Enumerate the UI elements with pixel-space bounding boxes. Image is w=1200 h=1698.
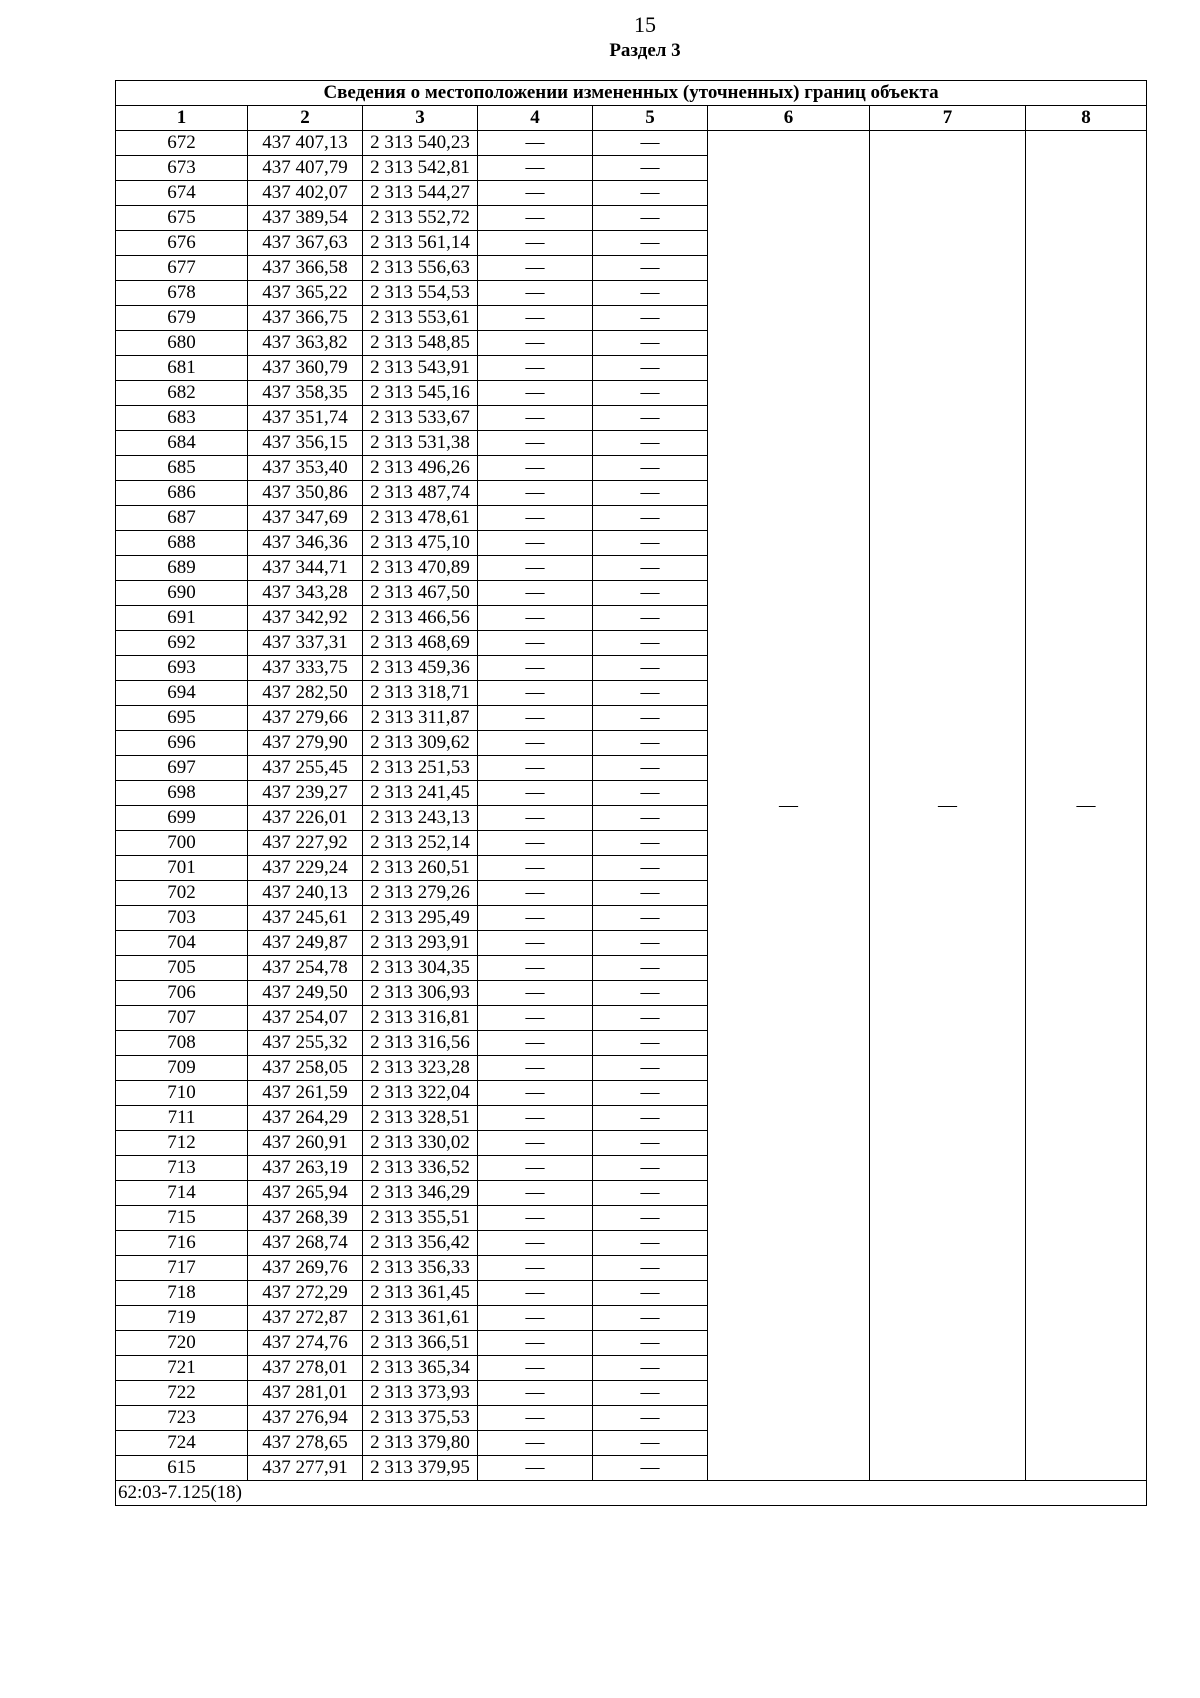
table-cell: 2 313 468,69 bbox=[363, 631, 478, 656]
table-cell: 2 313 293,91 bbox=[363, 931, 478, 956]
column-header: 4 bbox=[478, 106, 593, 131]
table-cell: — bbox=[478, 356, 593, 381]
table-cell: 437 272,29 bbox=[248, 1281, 363, 1306]
table-row bbox=[116, 131, 1147, 156]
table-cell: 2 313 322,04 bbox=[363, 1081, 478, 1106]
table-cell: 721 bbox=[116, 1356, 248, 1381]
table-cell: — bbox=[478, 906, 593, 931]
table-cell: 2 313 552,72 bbox=[363, 206, 478, 231]
table-cell: — bbox=[478, 456, 593, 481]
table-cell: 673 bbox=[116, 156, 248, 181]
table-cell: 437 353,40 bbox=[248, 456, 363, 481]
table-cell: 2 313 361,45 bbox=[363, 1281, 478, 1306]
table-cell: 2 313 241,45 bbox=[363, 781, 478, 806]
table-cell: — bbox=[593, 1331, 708, 1356]
table-cell: 2 313 260,51 bbox=[363, 856, 478, 881]
table-cell: 437 281,01 bbox=[248, 1381, 363, 1406]
table-cell: 615 bbox=[116, 1456, 248, 1481]
table-cell: — bbox=[478, 1456, 593, 1481]
table-cell: 437 276,94 bbox=[248, 1406, 363, 1431]
table-cell: — bbox=[593, 481, 708, 506]
table-cell: 2 313 533,67 bbox=[363, 406, 478, 431]
table-title: Сведения о местоположении измененных (уточненных) границ объекта bbox=[116, 81, 1147, 106]
table-cell: — bbox=[478, 931, 593, 956]
table-cell: — bbox=[593, 356, 708, 381]
table-cell: 719 bbox=[116, 1306, 248, 1331]
table-cell: — bbox=[478, 506, 593, 531]
table-cell: 437 239,27 bbox=[248, 781, 363, 806]
table-cell: 677 bbox=[116, 256, 248, 281]
table-cell: 692 bbox=[116, 631, 248, 656]
table-cell: 437 347,69 bbox=[248, 506, 363, 531]
table-cell: 711 bbox=[116, 1106, 248, 1131]
table-cell: — bbox=[478, 656, 593, 681]
table-cell: — bbox=[593, 456, 708, 481]
table-cell: — bbox=[593, 856, 708, 881]
table-cell: — bbox=[593, 781, 708, 806]
table-cell: — bbox=[593, 681, 708, 706]
table-cell: 720 bbox=[116, 1331, 248, 1356]
table-cell: 2 313 375,53 bbox=[363, 1406, 478, 1431]
table-cell: — bbox=[593, 981, 708, 1006]
table-cell: 437 343,28 bbox=[248, 581, 363, 606]
table-cell: 437 255,45 bbox=[248, 756, 363, 781]
table-cell: 437 279,90 bbox=[248, 731, 363, 756]
table-cell: 437 268,39 bbox=[248, 1206, 363, 1231]
table-cell: 2 313 243,13 bbox=[363, 806, 478, 831]
column-header: 3 bbox=[363, 106, 478, 131]
table-cell: 680 bbox=[116, 331, 248, 356]
table-cell: — bbox=[478, 1381, 593, 1406]
table-cell: — bbox=[593, 1181, 708, 1206]
table-cell: — bbox=[593, 1031, 708, 1056]
table-cell: — bbox=[478, 1206, 593, 1231]
table-cell: 2 313 553,61 bbox=[363, 306, 478, 331]
table-cell: 2 313 311,87 bbox=[363, 706, 478, 731]
table-cell: — bbox=[593, 1106, 708, 1131]
table-cell: 697 bbox=[116, 756, 248, 781]
table-cell: — bbox=[478, 1231, 593, 1256]
table-cell: — bbox=[593, 306, 708, 331]
table-cell: 437 278,01 bbox=[248, 1356, 363, 1381]
table-cell: 714 bbox=[116, 1181, 248, 1206]
table-cell: 437 254,78 bbox=[248, 956, 363, 981]
table-cell: — bbox=[593, 831, 708, 856]
table-cell: 2 313 487,74 bbox=[363, 481, 478, 506]
table-cell: — bbox=[478, 731, 593, 756]
table-cell: — bbox=[478, 181, 593, 206]
table-cell: — bbox=[593, 1231, 708, 1256]
table-cell: 2 313 459,36 bbox=[363, 656, 478, 681]
table-cell: 437 272,87 bbox=[248, 1306, 363, 1331]
footer-reference: 62:03-7.125(18) bbox=[116, 1481, 1147, 1506]
table-cell: 2 313 356,33 bbox=[363, 1256, 478, 1281]
table-cell: — bbox=[478, 281, 593, 306]
merged-cell-col6: — bbox=[708, 131, 870, 1481]
table-cell: 2 313 540,23 bbox=[363, 131, 478, 156]
table-cell: — bbox=[478, 381, 593, 406]
table-cell: — bbox=[593, 606, 708, 631]
table-cell: 437 255,32 bbox=[248, 1031, 363, 1056]
table-cell: 437 363,82 bbox=[248, 331, 363, 356]
table-cell: 437 226,01 bbox=[248, 806, 363, 831]
table-cell: 2 313 361,61 bbox=[363, 1306, 478, 1331]
table-cell: — bbox=[478, 856, 593, 881]
table-cell: — bbox=[593, 331, 708, 356]
table-cell: — bbox=[593, 181, 708, 206]
table-cell: 437 274,76 bbox=[248, 1331, 363, 1356]
table-cell: 437 350,86 bbox=[248, 481, 363, 506]
table-cell: 686 bbox=[116, 481, 248, 506]
table-cell: — bbox=[593, 956, 708, 981]
table-cell: 437 360,79 bbox=[248, 356, 363, 381]
table-cell: — bbox=[593, 1306, 708, 1331]
table-cell: — bbox=[478, 1106, 593, 1131]
table-cell: 723 bbox=[116, 1406, 248, 1431]
table-cell: 718 bbox=[116, 1281, 248, 1306]
table-cell: 694 bbox=[116, 681, 248, 706]
table-cell: — bbox=[478, 481, 593, 506]
table-cell: 2 313 379,95 bbox=[363, 1456, 478, 1481]
column-header: 1 bbox=[116, 106, 248, 131]
table-cell: 2 313 306,93 bbox=[363, 981, 478, 1006]
table-cell: 437 260,91 bbox=[248, 1131, 363, 1156]
table-cell: — bbox=[478, 131, 593, 156]
table-cell: — bbox=[593, 1456, 708, 1481]
table-cell: 2 313 543,91 bbox=[363, 356, 478, 381]
table-cell: 437 407,79 bbox=[248, 156, 363, 181]
table-cell: 437 279,66 bbox=[248, 706, 363, 731]
table-cell: — bbox=[478, 1081, 593, 1106]
table-cell: — bbox=[593, 931, 708, 956]
section-title: Раздел 3 bbox=[609, 40, 681, 61]
table-cell: 2 313 304,35 bbox=[363, 956, 478, 981]
table-cell: — bbox=[593, 256, 708, 281]
table-cell: 2 313 316,81 bbox=[363, 1006, 478, 1031]
table-cell: 682 bbox=[116, 381, 248, 406]
table-cell: 2 313 379,80 bbox=[363, 1431, 478, 1456]
table-cell: 2 313 252,14 bbox=[363, 831, 478, 856]
table-cell: — bbox=[593, 1081, 708, 1106]
table-cell: — bbox=[478, 831, 593, 856]
table-cell: — bbox=[478, 631, 593, 656]
table-cell: 722 bbox=[116, 1381, 248, 1406]
table-cell: 2 313 328,51 bbox=[363, 1106, 478, 1131]
table-cell: 713 bbox=[116, 1156, 248, 1181]
table-cell: 437 263,19 bbox=[248, 1156, 363, 1181]
table-cell: 688 bbox=[116, 531, 248, 556]
table-cell: 437 254,07 bbox=[248, 1006, 363, 1031]
table-cell: 683 bbox=[116, 406, 248, 431]
table-cell: 437 337,31 bbox=[248, 631, 363, 656]
table-cell: — bbox=[478, 1131, 593, 1156]
table-cell: — bbox=[593, 1206, 708, 1231]
table-cell: 2 313 316,56 bbox=[363, 1031, 478, 1056]
table-cell: — bbox=[478, 1431, 593, 1456]
table-cell: 674 bbox=[116, 181, 248, 206]
table-cell: 701 bbox=[116, 856, 248, 881]
table-cell: 437 389,54 bbox=[248, 206, 363, 231]
table-cell: 437 333,75 bbox=[248, 656, 363, 681]
table-cell: 676 bbox=[116, 231, 248, 256]
table-cell: — bbox=[478, 1356, 593, 1381]
table-cell: 2 313 356,42 bbox=[363, 1231, 478, 1256]
table-cell: 681 bbox=[116, 356, 248, 381]
table-cell: — bbox=[478, 256, 593, 281]
table-cell: 437 229,24 bbox=[248, 856, 363, 881]
table-cell: 437 282,50 bbox=[248, 681, 363, 706]
table-cell: 685 bbox=[116, 456, 248, 481]
table-cell: 437 265,94 bbox=[248, 1181, 363, 1206]
table-cell: — bbox=[593, 231, 708, 256]
table-cell: — bbox=[478, 956, 593, 981]
table-cell: 437 240,13 bbox=[248, 881, 363, 906]
table-cell: — bbox=[478, 806, 593, 831]
coordinates-table bbox=[115, 80, 1147, 1506]
table-cell: — bbox=[478, 1331, 593, 1356]
table-cell: 437 245,61 bbox=[248, 906, 363, 931]
table-cell: — bbox=[593, 531, 708, 556]
table-cell: 437 365,22 bbox=[248, 281, 363, 306]
table-cell: 690 bbox=[116, 581, 248, 606]
table-cell: — bbox=[593, 381, 708, 406]
table-cell: 2 313 554,53 bbox=[363, 281, 478, 306]
page-number: 15 bbox=[634, 12, 656, 37]
table-cell: — bbox=[593, 1131, 708, 1156]
table-cell: — bbox=[478, 981, 593, 1006]
table-cell: — bbox=[478, 1181, 593, 1206]
table-cell: 706 bbox=[116, 981, 248, 1006]
table-cell: — bbox=[593, 506, 708, 531]
table-cell: — bbox=[478, 306, 593, 331]
table-cell: — bbox=[593, 431, 708, 456]
table-cell: — bbox=[478, 406, 593, 431]
table-cell: — bbox=[478, 1406, 593, 1431]
table-cell: 693 bbox=[116, 656, 248, 681]
table-cell: — bbox=[593, 1356, 708, 1381]
table-cell: 696 bbox=[116, 731, 248, 756]
table-cell: — bbox=[593, 131, 708, 156]
table-cell: 437 407,13 bbox=[248, 131, 363, 156]
table-cell: 2 313 365,34 bbox=[363, 1356, 478, 1381]
merged-cell-col8: — bbox=[1026, 131, 1147, 1481]
table-cell: 2 313 475,10 bbox=[363, 531, 478, 556]
table-cell: 2 313 531,38 bbox=[363, 431, 478, 456]
table-cell: — bbox=[593, 881, 708, 906]
table-cell: 2 313 279,26 bbox=[363, 881, 478, 906]
table-cell: 704 bbox=[116, 931, 248, 956]
table-cell: — bbox=[478, 1031, 593, 1056]
table-cell: 437 366,75 bbox=[248, 306, 363, 331]
table-cell: — bbox=[478, 1281, 593, 1306]
table-cell: 2 313 561,14 bbox=[363, 231, 478, 256]
table-cell: 709 bbox=[116, 1056, 248, 1081]
column-header: 5 bbox=[593, 106, 708, 131]
table-cell: 700 bbox=[116, 831, 248, 856]
table-cell: — bbox=[593, 1156, 708, 1181]
table-cell: 2 313 548,85 bbox=[363, 331, 478, 356]
table-cell: 437 342,92 bbox=[248, 606, 363, 631]
table-cell: — bbox=[593, 631, 708, 656]
table-cell: 437 367,63 bbox=[248, 231, 363, 256]
table-cell: 2 313 309,62 bbox=[363, 731, 478, 756]
table-cell: 437 402,07 bbox=[248, 181, 363, 206]
table-cell: 2 313 318,71 bbox=[363, 681, 478, 706]
table-cell: 437 249,87 bbox=[248, 931, 363, 956]
table-cell: 437 277,91 bbox=[248, 1456, 363, 1481]
table-cell: — bbox=[593, 906, 708, 931]
table-cell: — bbox=[478, 206, 593, 231]
table-cell: — bbox=[593, 1406, 708, 1431]
column-header: 2 bbox=[248, 106, 363, 131]
table-cell: 2 313 466,56 bbox=[363, 606, 478, 631]
table-cell: 705 bbox=[116, 956, 248, 981]
table-cell: — bbox=[593, 156, 708, 181]
table-cell: 687 bbox=[116, 506, 248, 531]
table-cell: 2 313 467,50 bbox=[363, 581, 478, 606]
table-cell: 437 264,29 bbox=[248, 1106, 363, 1131]
table-cell: — bbox=[593, 581, 708, 606]
table-cell: 437 351,74 bbox=[248, 406, 363, 431]
table-cell: 712 bbox=[116, 1131, 248, 1156]
table-cell: 2 313 355,51 bbox=[363, 1206, 478, 1231]
column-header: 7 bbox=[870, 106, 1026, 131]
table-cell: — bbox=[593, 656, 708, 681]
table-cell: 699 bbox=[116, 806, 248, 831]
table-cell: — bbox=[593, 206, 708, 231]
table-cell: — bbox=[478, 556, 593, 581]
table-cell: 708 bbox=[116, 1031, 248, 1056]
table-cell: 2 313 330,02 bbox=[363, 1131, 478, 1156]
table-cell: 437 366,58 bbox=[248, 256, 363, 281]
table-cell: — bbox=[593, 806, 708, 831]
table-cell: — bbox=[478, 431, 593, 456]
table-cell: 2 313 373,93 bbox=[363, 1381, 478, 1406]
table-cell: 716 bbox=[116, 1231, 248, 1256]
table-cell: — bbox=[478, 606, 593, 631]
table-cell: — bbox=[593, 1431, 708, 1456]
table-cell: 437 358,35 bbox=[248, 381, 363, 406]
table-cell: 2 313 544,27 bbox=[363, 181, 478, 206]
table-cell: — bbox=[478, 331, 593, 356]
table-cell: 691 bbox=[116, 606, 248, 631]
table-cell: — bbox=[478, 881, 593, 906]
table-cell: 2 313 542,81 bbox=[363, 156, 478, 181]
table-cell: 437 269,76 bbox=[248, 1256, 363, 1281]
table-cell: 675 bbox=[116, 206, 248, 231]
table-cell: 2 313 336,52 bbox=[363, 1156, 478, 1181]
table-cell: — bbox=[478, 706, 593, 731]
table-cell: — bbox=[478, 231, 593, 256]
table-cell: — bbox=[478, 1156, 593, 1181]
table-cell: 437 278,65 bbox=[248, 1431, 363, 1456]
table-cell: 703 bbox=[116, 906, 248, 931]
table-cell: 437 346,36 bbox=[248, 531, 363, 556]
table-cell: 437 261,59 bbox=[248, 1081, 363, 1106]
table-cell: 2 313 251,53 bbox=[363, 756, 478, 781]
table-cell: 678 bbox=[116, 281, 248, 306]
table-cell: — bbox=[478, 756, 593, 781]
table-cell: — bbox=[593, 1006, 708, 1031]
table-cell: 437 268,74 bbox=[248, 1231, 363, 1256]
table-cell: — bbox=[593, 406, 708, 431]
table-cell: 437 227,92 bbox=[248, 831, 363, 856]
table-cell: — bbox=[593, 756, 708, 781]
merged-cell-col7: — bbox=[870, 131, 1026, 1481]
table-cell: 437 344,71 bbox=[248, 556, 363, 581]
table-cell: — bbox=[478, 1056, 593, 1081]
table-cell: 684 bbox=[116, 431, 248, 456]
table-cell: 698 bbox=[116, 781, 248, 806]
table-cell: — bbox=[593, 1056, 708, 1081]
table-cell: — bbox=[478, 681, 593, 706]
table-cell: 679 bbox=[116, 306, 248, 331]
table-cell: 2 313 366,51 bbox=[363, 1331, 478, 1356]
table-cell: 437 258,05 bbox=[248, 1056, 363, 1081]
table-cell: — bbox=[593, 1256, 708, 1281]
table-cell: 689 bbox=[116, 556, 248, 581]
table-cell: 437 356,15 bbox=[248, 431, 363, 456]
table-cell: 717 bbox=[116, 1256, 248, 1281]
table-cell: 2 313 478,61 bbox=[363, 506, 478, 531]
table-cell: — bbox=[593, 281, 708, 306]
table-cell: 715 bbox=[116, 1206, 248, 1231]
table-cell: 672 bbox=[116, 131, 248, 156]
table-cell: 710 bbox=[116, 1081, 248, 1106]
table-cell: 2 313 323,28 bbox=[363, 1056, 478, 1081]
table-cell: — bbox=[593, 1381, 708, 1406]
table-cell: 2 313 556,63 bbox=[363, 256, 478, 281]
table-cell: 2 313 346,29 bbox=[363, 1181, 478, 1206]
table-cell: 2 313 470,89 bbox=[363, 556, 478, 581]
table-cell: — bbox=[593, 556, 708, 581]
table-cell: — bbox=[478, 156, 593, 181]
table-cell: 2 313 496,26 bbox=[363, 456, 478, 481]
table-cell: 724 bbox=[116, 1431, 248, 1456]
table-cell: 437 249,50 bbox=[248, 981, 363, 1006]
header-row bbox=[116, 106, 1147, 131]
table-cell: — bbox=[593, 706, 708, 731]
table-cell: 707 bbox=[116, 1006, 248, 1031]
table-cell: — bbox=[478, 1306, 593, 1331]
table-cell: — bbox=[593, 731, 708, 756]
column-header: 8 bbox=[1026, 106, 1147, 131]
table-cell: 695 bbox=[116, 706, 248, 731]
table-cell: — bbox=[478, 781, 593, 806]
table-cell: 2 313 545,16 bbox=[363, 381, 478, 406]
table-cell: — bbox=[478, 581, 593, 606]
table-cell: — bbox=[478, 1006, 593, 1031]
table-cell: — bbox=[478, 531, 593, 556]
table-cell: 702 bbox=[116, 881, 248, 906]
table-cell: — bbox=[478, 1256, 593, 1281]
column-header: 6 bbox=[708, 106, 870, 131]
table-cell: — bbox=[593, 1281, 708, 1306]
table-cell: 2 313 295,49 bbox=[363, 906, 478, 931]
